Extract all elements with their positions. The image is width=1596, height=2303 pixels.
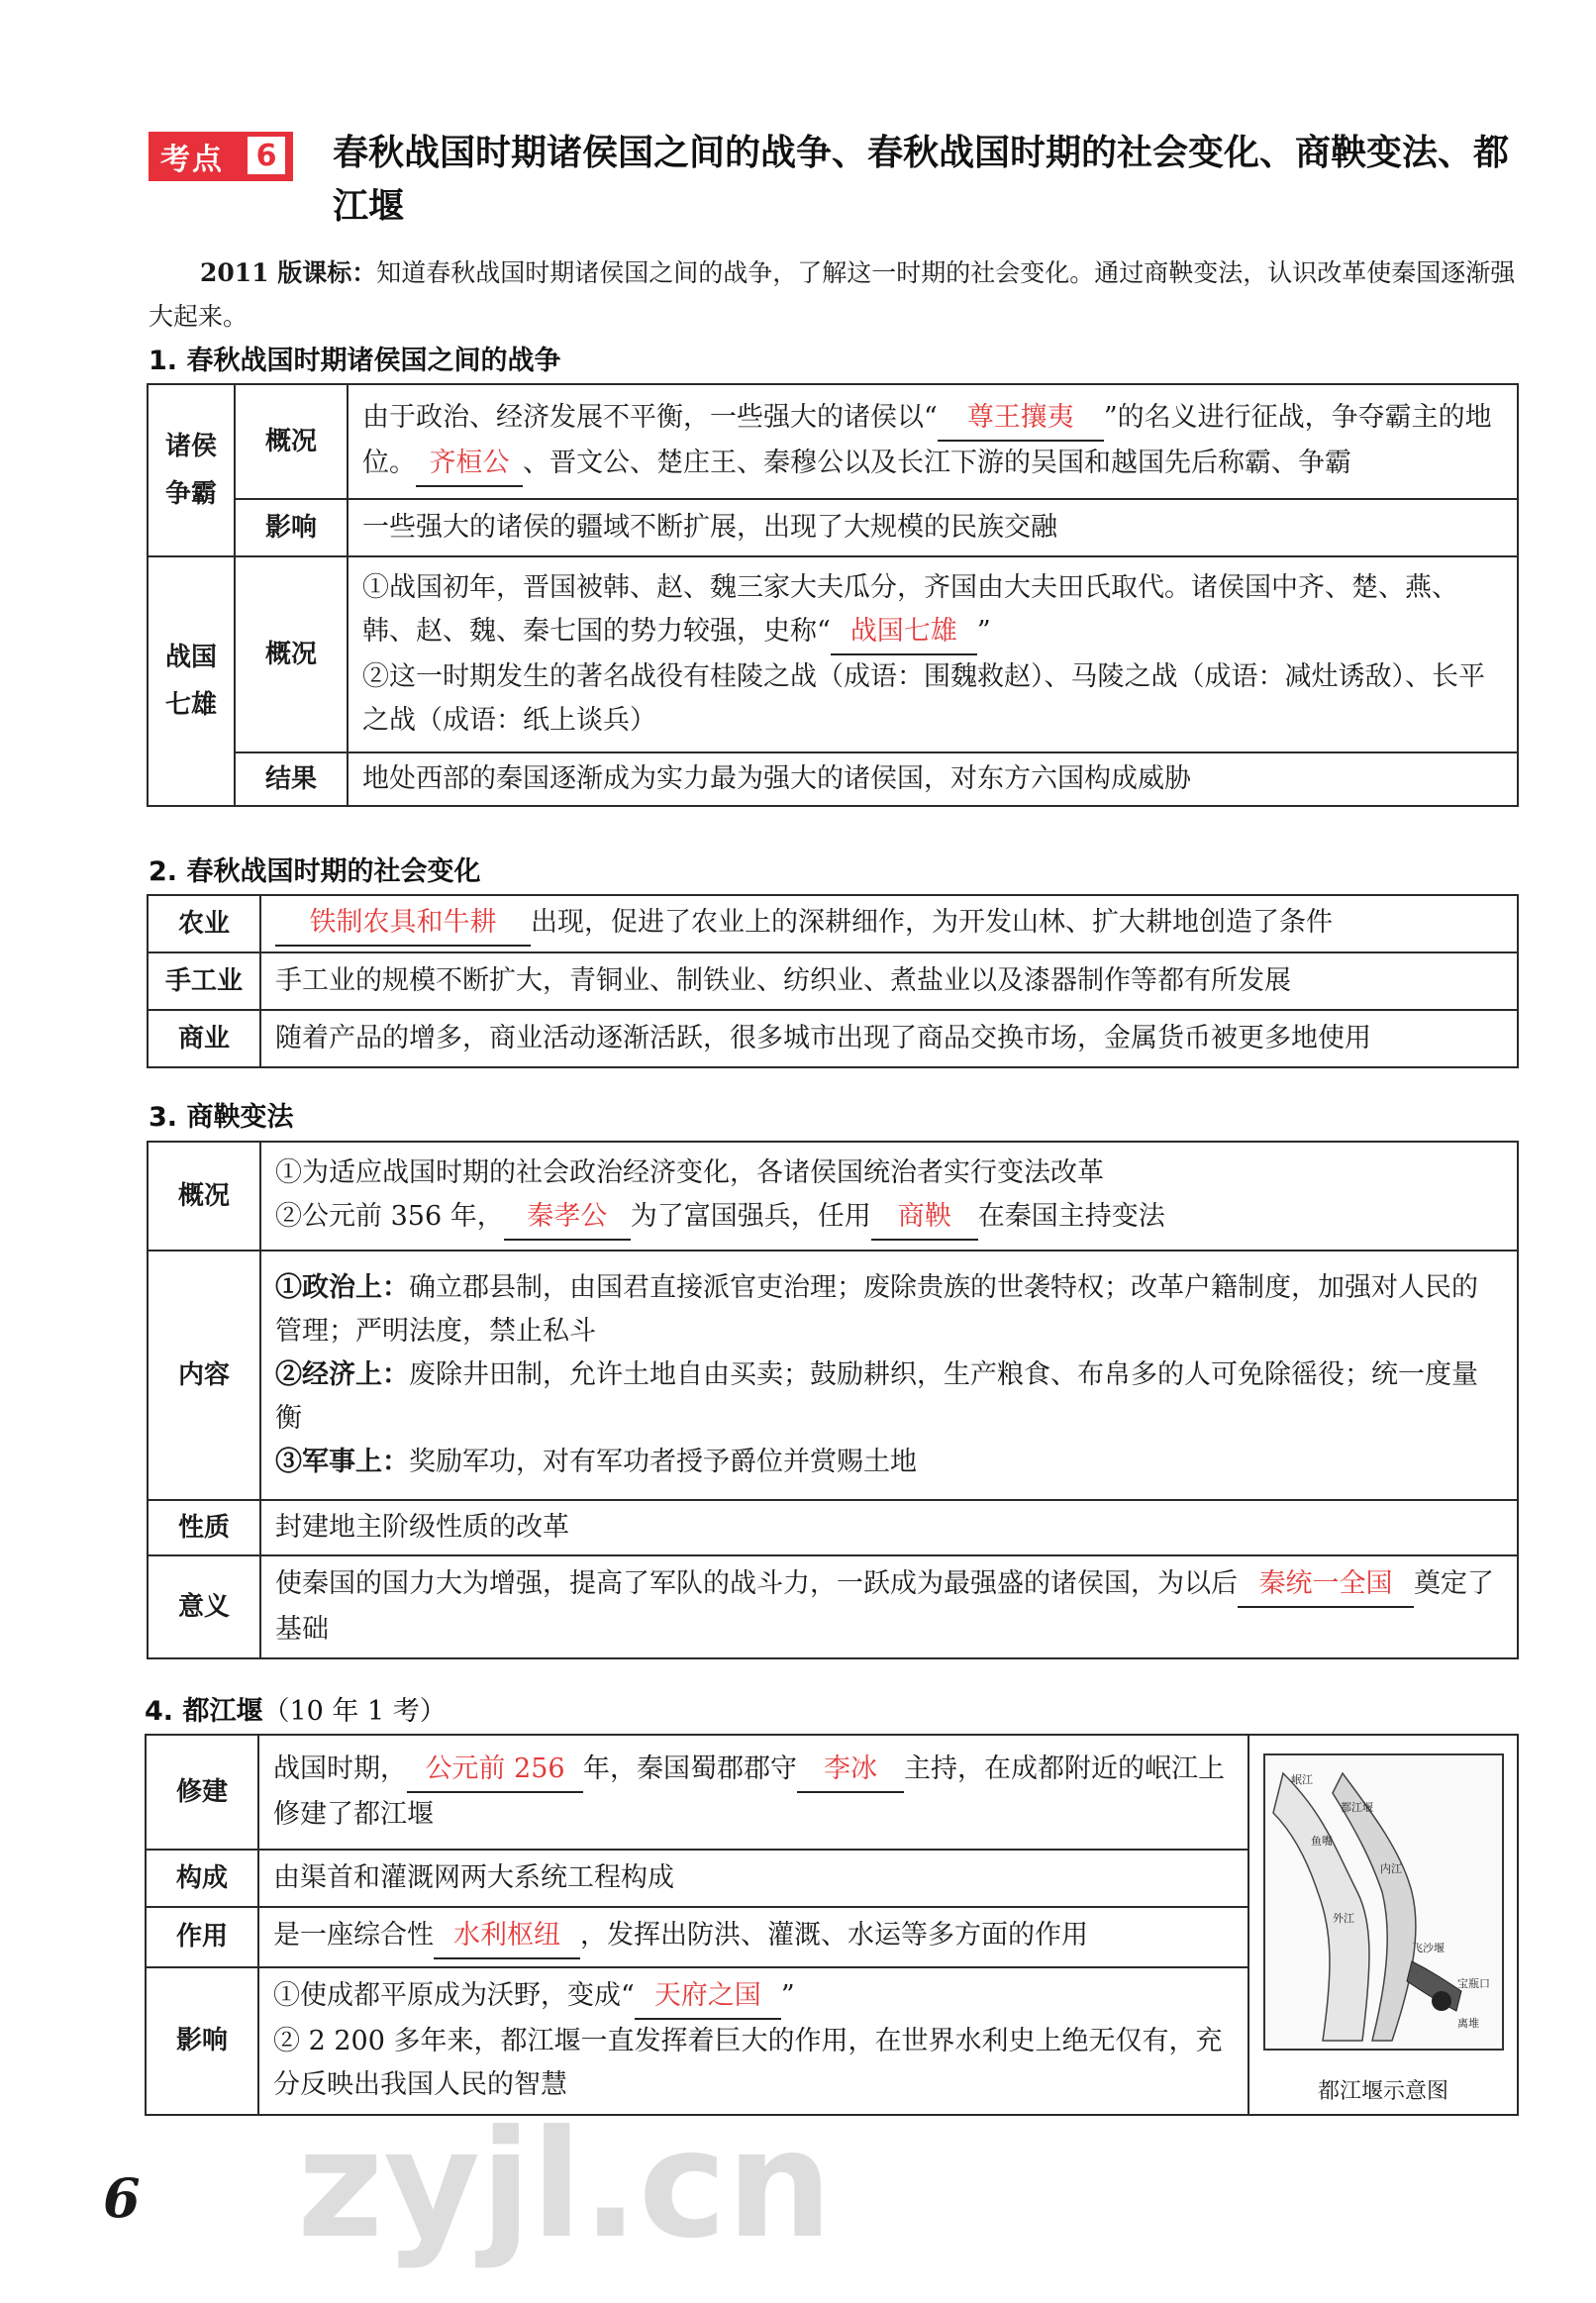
table-row (148, 499, 1518, 556)
map-label: 岷江 (1290, 1773, 1313, 1786)
map-label: 都江堰 (1340, 1801, 1373, 1814)
table-row (146, 1735, 1518, 1850)
reform-meaning: 使秦国的国力大为增强，提高了军队的战斗力，一跃成为最强盛的诸侯国，为以后 秦统一全国 奠定了基础 (260, 1555, 1518, 1658)
table-row (148, 1142, 1518, 1251)
watermark: zyjl.cn (297, 2099, 833, 2271)
answer-blank: 尊王攘夷 (938, 396, 1104, 442)
standard-label: 2011 版课标： (200, 258, 377, 287)
topic-badge-label: 考点 (160, 143, 224, 177)
map-label: 宝瓶口 (1456, 1977, 1490, 1990)
topic-title: 春秋战国时期诸侯国之间的战争、春秋战国时期的社会变化、商鞅变法、都江堰 (333, 133, 1510, 227)
commerce-text: 随着产品的增多，商业活动逐渐活跃，很多城市出现了商品交换市场，金属货币被更多地使用 (260, 1010, 1518, 1067)
table-dujiangyan (145, 1734, 1519, 2116)
answer-blank: 齐桓公 (416, 442, 523, 487)
dujiangyan-build: 战国时期， 公元前 256 年，秦国蜀郡郡守 李冰 主持，在成都附近的岷江上修建了都江堰 (258, 1735, 1248, 1850)
table-row (148, 895, 1518, 952)
page-number: 6 (103, 2166, 141, 2230)
row-header-function: 作用 (146, 1907, 258, 1966)
zhanguo-overview: ①战国初年，晋国被韩、赵、魏三家大夫瓜分，齐国由大夫田氏取代。诸侯国中齐、楚、燕、韩、赵、魏、秦七国的势力较强，史称“ 战国七雄 ” ②这一时期发生的著名战役有桂陵之战（成语：围魏救赵）、马陵之战（成语：减灶诱敌）、长平之战（成语：纸上谈兵） (348, 556, 1518, 752)
table-row (148, 952, 1518, 1010)
map-label: 内江 (1379, 1862, 1402, 1875)
row-header-zhanguo: 战国七雄 (148, 556, 235, 806)
topic-badge-number: 6 (248, 137, 285, 174)
answer-blank: 公元前 256 (407, 1748, 583, 1793)
map-cell (1248, 1735, 1518, 2115)
table-shang-yang (147, 1141, 1519, 1659)
answer-blank: 秦孝公 (504, 1195, 631, 1241)
row-header-nature: 性质 (148, 1500, 260, 1555)
zhuhou-impact: 一些强大的诸侯的疆域不断扩展，出现了大规模的民族交融 (348, 499, 1518, 556)
section-3-title: 3. 商鞅变法 (149, 1102, 294, 1133)
row-header-content: 内容 (148, 1251, 260, 1500)
table-row (148, 384, 1518, 499)
reform-content: ①政治上：确立郡县制，由国君直接派官吏治理；废除贵族的世袭特权；改革户籍制度，加强对人民的管理；严明法度，禁止私斗 ②经济上：废除井田制，允许土地自由买卖；鼓励耕织，生产粮食、布帛多的人可免除徭役；统一度量衡 ③军事上：奖励军功，对有军功者授予爵位并赏赐土地 (260, 1251, 1518, 1500)
answer-blank: 商鞅 (871, 1195, 978, 1241)
section-4-title: 4. 都江堰（10 年 1 考） (145, 1696, 447, 1727)
map-label: 外江 (1332, 1912, 1354, 1925)
dujiangyan-map (1263, 1753, 1504, 2051)
row-header-impact: 影响 (235, 499, 348, 556)
table-wars (147, 383, 1519, 807)
row-header-build: 修建 (146, 1735, 258, 1850)
row-header-overview: 概况 (235, 556, 348, 752)
section-2-title: 2. 春秋战国时期的社会变化 (149, 856, 481, 887)
answer-blank: 铁制农具和牛耕 (275, 901, 531, 947)
answer-blank: 秦统一全国 (1238, 1562, 1414, 1608)
row-header-overview: 概况 (235, 384, 348, 499)
row-header-overview: 概况 (148, 1142, 260, 1251)
zhuhou-overview: 由于政治、经济发展不平衡，一些强大的诸侯以“ 尊王攘夷 ”的名义进行征战，争夺霸主的地位。 齐桓公 、晋文公、楚庄王、秦穆公以及长江下游的吴国和越国先后称霸、争霸 (348, 384, 1518, 499)
reform-nature: 封建地主阶级性质的改革 (260, 1500, 1518, 1555)
dujiangyan-compose: 由渠首和灌溉网两大系统工程构成 (258, 1850, 1248, 1907)
table-row (148, 1251, 1518, 1500)
table-social-change (147, 894, 1519, 1068)
row-header-commerce: 商业 (148, 1010, 260, 1067)
row-header-result: 结果 (235, 752, 348, 806)
map-label: 离堆 (1456, 2017, 1479, 2030)
row-header-agriculture: 农业 (148, 895, 260, 952)
map-label: 鱼嘴 (1310, 1835, 1333, 1848)
dam-shape (1432, 1991, 1451, 2011)
answer-blank: 李冰 (797, 1748, 904, 1793)
map-label: 飞沙堰 (1411, 1942, 1445, 1954)
standard-text: 知道春秋战国时期诸侯国之间的战争，了解这一时期的社会变化。通过商鞅变法，认识改革使秦国逐渐强大起来。 (149, 258, 1516, 331)
dujiangyan-function: 是一座综合性 水利枢纽 ，发挥出防洪、灌溉、水运等多方面的作用 (258, 1907, 1248, 1966)
table-row (148, 1500, 1518, 1555)
dujiangyan-impact: ①使成都平原成为沃野，变成“ 天府之国 ” ② 2 200 多年来，都江堰一直发挥着巨大的作用，在世界水利史上绝无仅有，充分反映出我国人民的智慧 (258, 1967, 1248, 2115)
table-row (148, 1555, 1518, 1658)
table-row (148, 556, 1518, 752)
row-header-meaning: 意义 (148, 1555, 260, 1658)
row-header-handicraft: 手工业 (148, 952, 260, 1010)
row-header-zhuhou: 诸侯争霸 (148, 384, 235, 556)
answer-blank: 天府之国 (635, 1974, 781, 2020)
table-row (148, 752, 1518, 806)
answer-blank: 战国七雄 (831, 610, 977, 655)
zhanguo-result: 地处西部的秦国逐渐成为实力最为强大的诸侯国，对东方六国构成威胁 (348, 752, 1518, 806)
handicraft-text: 手工业的规模不断扩大，青铜业、制铁业、纺织业、煮盐业以及漆器制作等都有所发展 (260, 952, 1518, 1010)
row-header-compose: 构成 (146, 1850, 258, 1907)
section-1-title: 1. 春秋战国时期诸侯国之间的战争 (149, 346, 561, 376)
answer-blank: 水利枢纽 (434, 1914, 580, 1959)
map-caption: 都江堰示意图 (1317, 2079, 1448, 2104)
curriculum-standard (149, 251, 1535, 339)
row-header-impact: 影响 (146, 1967, 258, 2115)
table-row (148, 1010, 1518, 1067)
topic-badge (149, 132, 293, 181)
reform-overview: ①为适应战国时期的社会政治经济变化，各诸侯国统治者实行变法改革 ②公元前 356 年， 秦孝公 为了富国强兵，任用 商鞅 在秦国主持变法 (260, 1142, 1518, 1251)
agriculture-text: 铁制农具和牛耕 出现，促进了农业上的深耕细作，为开发山林、扩大耕地创造了条件 (260, 895, 1518, 952)
